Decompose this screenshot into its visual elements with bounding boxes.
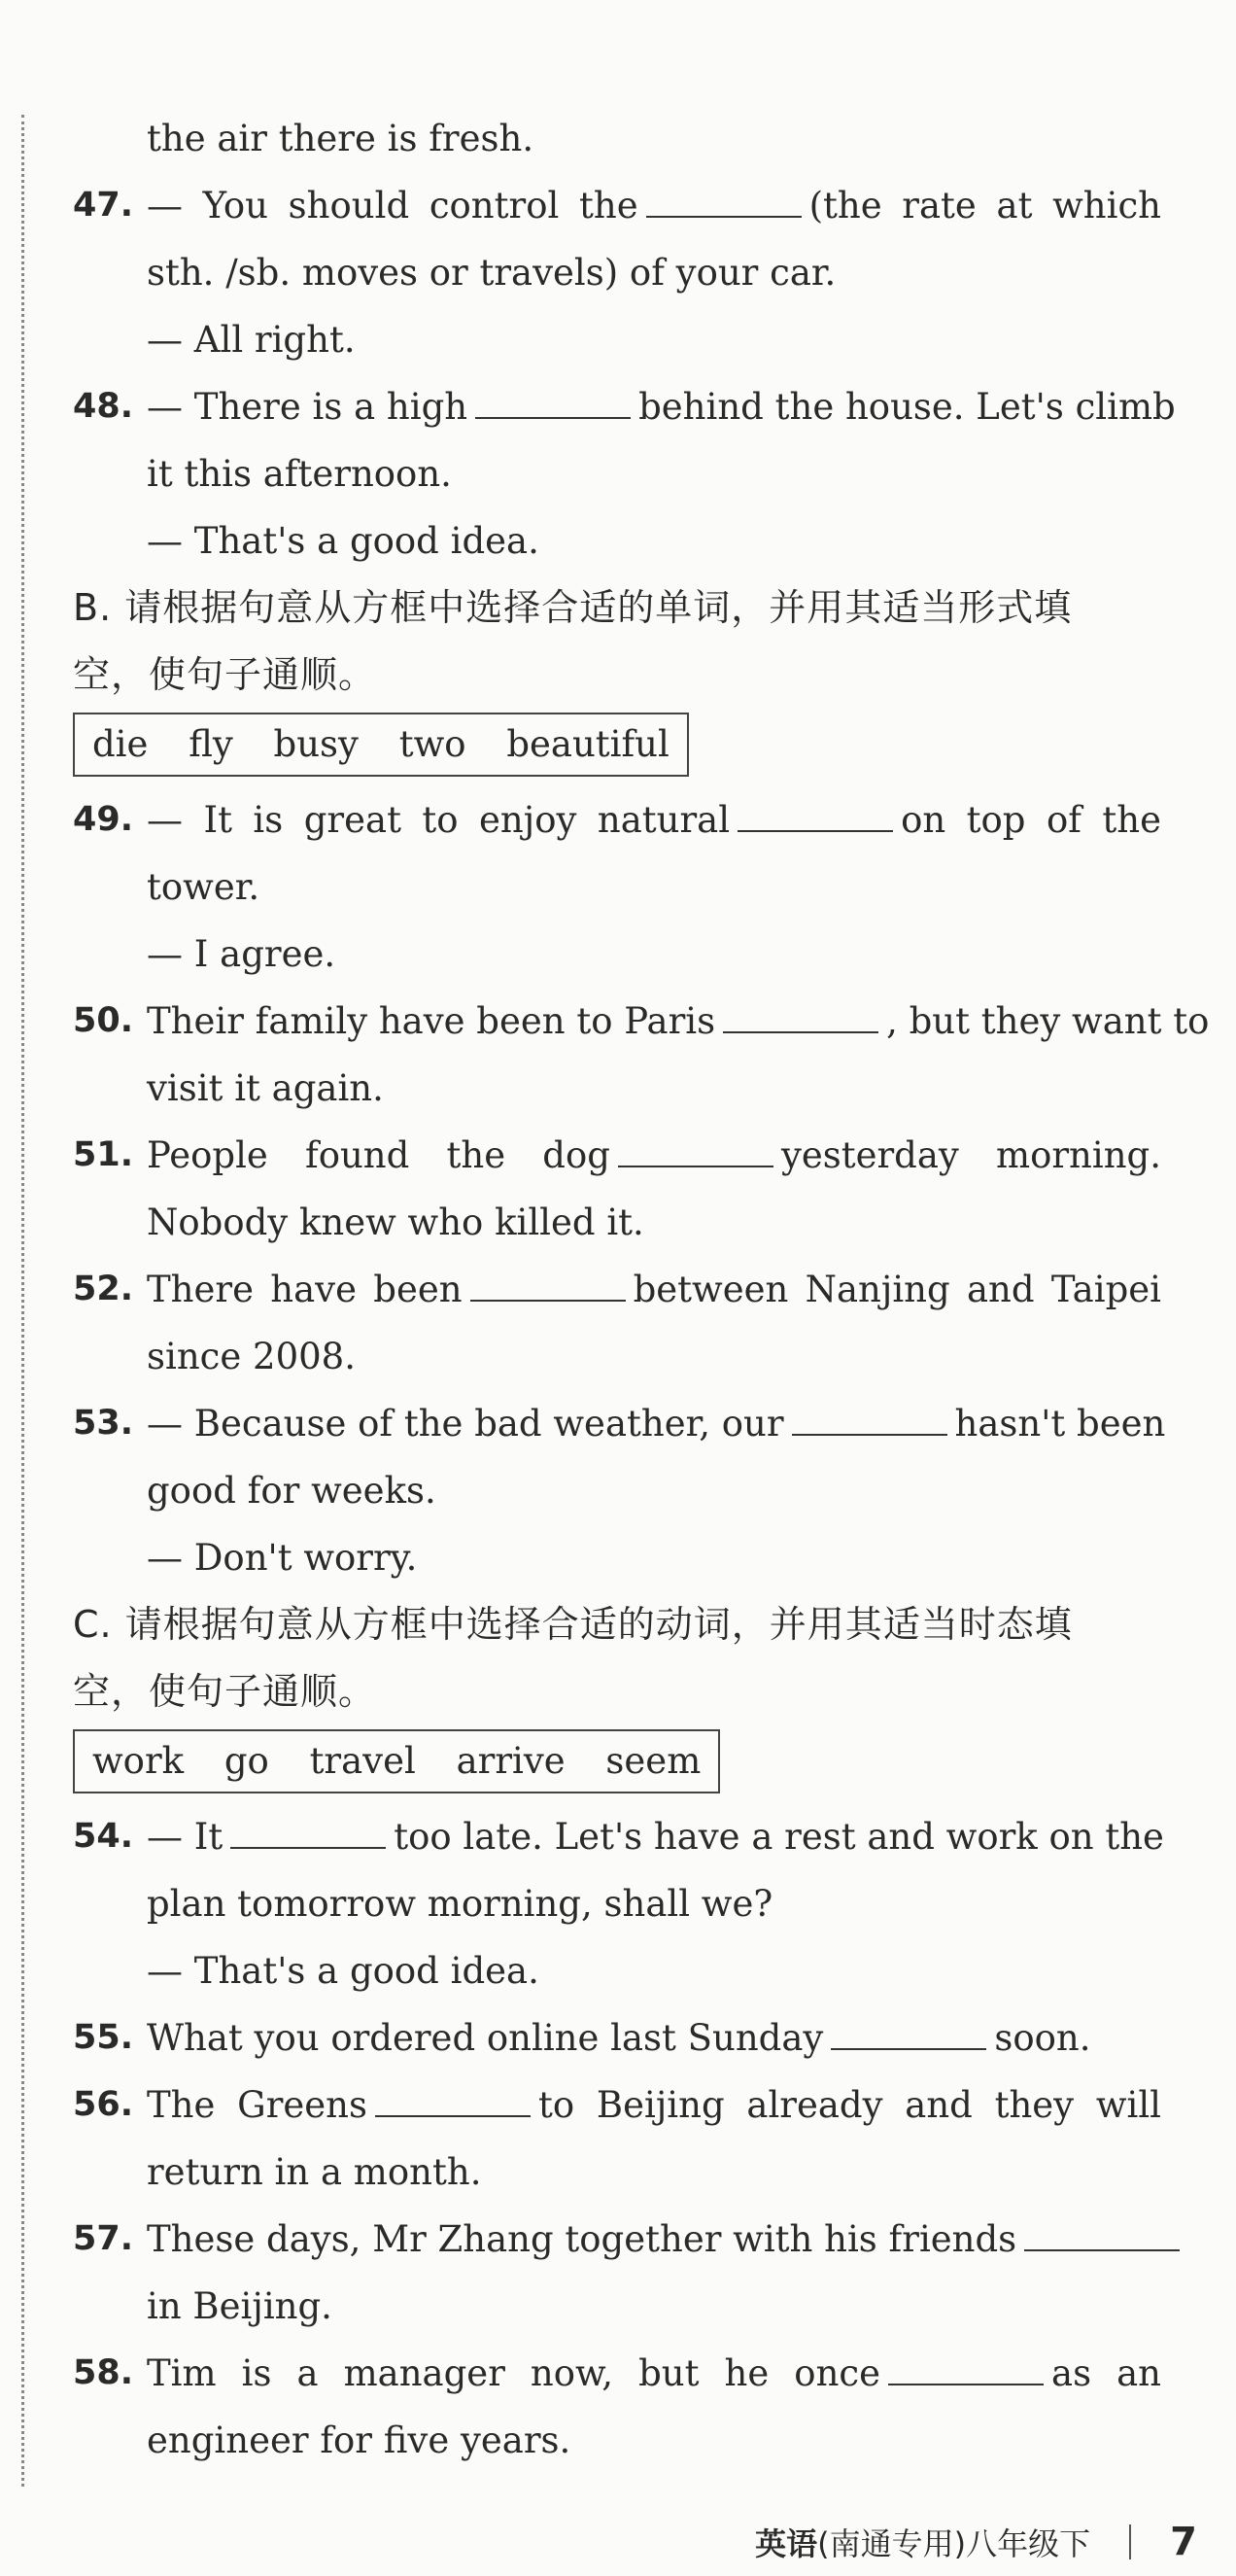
question-number: 49.: [73, 800, 134, 839]
section-c-instruction: C. 请根据句意从方框中选择合适的动词，并用其适当时态填: [73, 1603, 1073, 1646]
question-number: 47.: [73, 186, 134, 225]
answer-blank[interactable]: [723, 1002, 878, 1033]
text-line: the air there is fresh.: [147, 118, 534, 159]
section-b-instruction: B. 请根据句意从方框中选择合适的单词，并用其适当形式填: [73, 586, 1073, 629]
answer-blank[interactable]: [1024, 2220, 1180, 2251]
answer-blank[interactable]: [230, 1818, 386, 1849]
worksheet-content: the air there is fresh. 47. — You should control the (the rate at which sth. /sb. moves or travels) of your car. — All right. 48. — There is a high behind the house. Let's climb it this afternoon. — That's a good idea. B. 请根据句意从方框中选择合适的单词，并用其适当形式填 空，使句子通顺。 die fly busy two beautiful 49. — It is great to enjoy natural on top of the tower. — I agree. 50. Their family have been to Paris , but they want to visit it again. 51. People found the dog yesterday morning. Nobody knew who killed it. 52. There have been between Nanjing and Taipei since 2008. 53. — Because of the bad weather, our hasn't been good for weeks. — Don't worry. C. 请根据句意从方框中选择合适的动词，并用其适当时态填 空，使句子通顺。 work go travel arrive seem 54. — It too late. Let's have a rest and work on the plan tomorrow morning, shall we? — That's a good idea. 55. What you ordered online last Sunday soon. 56. The Greens to Beijing already and they will return in a month. 57. These days, Mr Zhang together with his friends in Beijing. 58. Tim is a manager now, but he once as an engineer for five years.: [73, 105, 1161, 2474]
footer-edition: (南通专用)八年级下: [817, 2525, 1091, 2562]
answer-blank[interactable]: [738, 801, 893, 832]
answer-blank[interactable]: [792, 1405, 947, 1436]
word-box-c: [73, 1729, 720, 1793]
question-number: 57.: [73, 2219, 134, 2258]
page-footer: [755, 2513, 1197, 2571]
word-option: travel: [309, 1740, 416, 1782]
answer-blank[interactable]: [831, 2019, 986, 2050]
footer-divider: [1129, 2524, 1131, 2559]
question-number: 51.: [73, 1135, 134, 1174]
word-option: die: [92, 723, 149, 765]
question-number: 48.: [73, 387, 134, 426]
page-number: 7: [1170, 2520, 1197, 2564]
word-option: seem: [605, 1740, 702, 1782]
word-box-b: [73, 713, 689, 777]
answer-blank[interactable]: [646, 187, 802, 218]
word-option: beautiful: [506, 723, 670, 765]
question-49: 49. — It is great to enjoy natural on top of the: [73, 786, 1161, 853]
question-54: 54. — It too late. Let's have a rest and work on the: [73, 1803, 1161, 1870]
question-47: 47. — You should control the (the rate at which: [73, 172, 1161, 239]
question-50: 50. Their family have been to Paris , but they want to: [73, 988, 1161, 1055]
answer-blank[interactable]: [375, 2086, 531, 2117]
question-number: 53.: [73, 1404, 134, 1443]
answer-blank[interactable]: [618, 1136, 773, 1167]
question-number: 50.: [73, 1001, 134, 1040]
question-56: 56. The Greens to Beijing already and they will: [73, 2071, 1161, 2139]
question-51: 51. People found the dog yesterday morning.: [73, 1122, 1161, 1189]
question-55: 55. What you ordered online last Sunday soon.: [73, 2004, 1161, 2071]
answer-blank[interactable]: [470, 1271, 626, 1302]
answer-blank[interactable]: [888, 2354, 1044, 2385]
question-57: 57. These days, Mr Zhang together with his friends: [73, 2206, 1161, 2273]
word-option: work: [92, 1740, 185, 1782]
question-number: 54.: [73, 1817, 134, 1856]
answer-blank[interactable]: [475, 388, 631, 419]
word-option: fly: [189, 723, 233, 765]
question-48: 48. — There is a high behind the house. Let's climb: [73, 373, 1161, 440]
word-option: two: [398, 723, 466, 765]
question-58: 58. Tim is a manager now, but he once as an: [73, 2340, 1161, 2407]
margin-dotted-rule: [21, 115, 24, 2487]
question-52: 52. There have been between Nanjing and Taipei: [73, 1256, 1161, 1323]
word-option: busy: [273, 723, 359, 765]
question-number: 52.: [73, 1270, 134, 1308]
question-number: 58.: [73, 2353, 134, 2392]
question-number: 55.: [73, 2018, 134, 2057]
word-option: arrive: [456, 1740, 566, 1782]
question-53: 53. — Because of the bad weather, our hasn't been: [73, 1390, 1161, 1457]
word-option: go: [223, 1740, 269, 1782]
footer-subject: 英语: [755, 2525, 818, 2562]
question-number: 56.: [73, 2085, 134, 2124]
